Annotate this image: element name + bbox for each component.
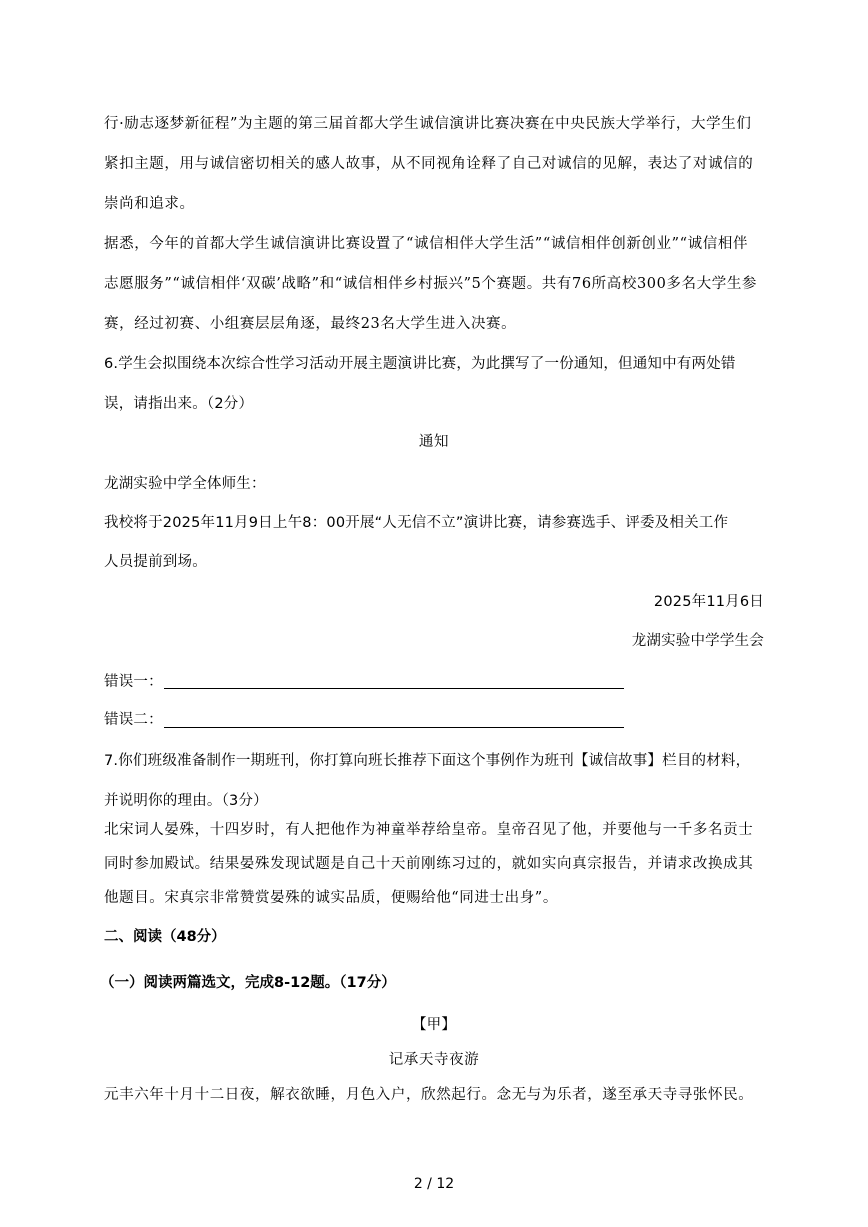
passage-line-5: 志愿服务”“诚信相伴‘双碳’战略”和“诚信相伴乡村振兴”5个赛题。共有76所高校300多名大学生参 [104,276,758,292]
error-one-answer-line[interactable] [164,688,624,689]
story-line-2: 同时参加殿试。结果晏殊发现试题是自己十天前刚练习过的，就如实向真宗报告，并请求改换成其 [104,856,754,872]
classical-text-line-1: 元丰六年十月十二日夜，解衣欲睡，月色入户，欣然起行。念无与为乐者，遂至承天寺寻张怀民。 [104,1087,754,1103]
notice-salutation: 龙湖实验中学全体师生： [104,476,266,492]
notice-title: 通知 [418,434,450,450]
passage-line-6: 赛，经过初赛、小组赛层层角逐，最终23名大学生进入决赛。 [104,316,517,332]
passage-line-4: 据悉，今年的首都大学生诚信演讲比赛设置了“诚信相伴大学生活”“诚信相伴创新创业”“诚信相伴 [104,236,749,252]
page-number: 2 / 12 [413,1176,455,1192]
question-7-line-1: 7.你们班级准备制作一期班刊，你打算向班长推荐下面这个事例作为班刊【诚信故事】栏目的材料， [104,753,751,769]
subsection-heading: （一）阅读两篇选文，完成8-12题。（17分） [100,975,396,991]
text-label-jia: 【甲】 [411,1017,457,1033]
question-7-line-2: 并说明你的理由。（3分） [104,793,268,809]
question-6-line-1: 6.学生会拟围绕本次综合性学习活动开展主题演讲比赛，为此撰写了一份通知，但通知中有两处错 [104,356,736,372]
story-line-3: 他题目。宋真宗非常赞赏晏殊的诚实品质，便赐给他“同进士出身”。 [104,890,558,906]
passage-line-3: 崇尚和追求。 [104,196,195,212]
notice-body-line-1: 我校将于2025年11月9日上午8：00开展“人无信不立”演讲比赛，请参赛选手、评委及相关工作 [104,515,729,531]
notice-body-line-2: 人员提前到场。 [104,554,207,570]
notice-signer: 龙湖实验中学学生会 [631,633,764,649]
question-6-line-2: 误，请指出来。（2分） [104,396,254,412]
passage-line-1: 行·励志逐梦新征程”为主题的第三届首都大学生诚信演讲比赛决赛在中央民族大学举行，大学生们 [104,116,752,132]
section-heading: 二、阅读（48分） [104,929,226,945]
story-line-1: 北宋词人晏殊，十四岁时，有人把他作为神童举荐给皇帝。皇帝召见了他，并要他与一千多名贡士 [104,822,754,838]
error-two-answer-line[interactable] [164,727,624,728]
passage-line-2: 紧扣主题，用与诚信密切相关的感人故事，从不同视角诠释了自己对诚信的见解，表达了对诚信的 [104,156,754,172]
classical-text-title: 记承天寺夜游 [388,1052,480,1068]
error-two-label: 错误二： [104,712,163,728]
notice-date: 2025年11月6日 [653,594,764,610]
error-one-label: 错误一： [104,674,163,690]
